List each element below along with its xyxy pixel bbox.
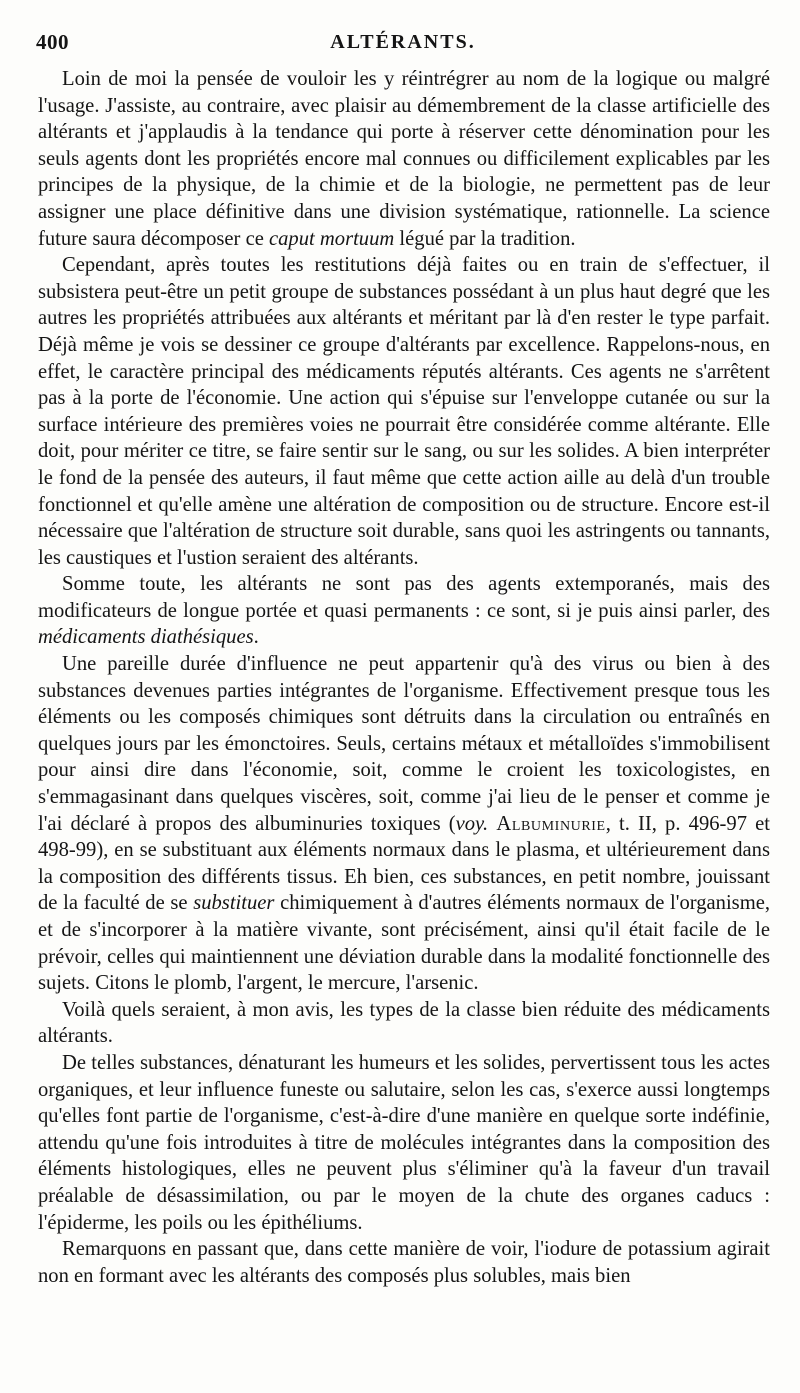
paragraph <box>38 997 770 1050</box>
italic-text: voy. <box>455 812 489 835</box>
text-run: De telles substances, dénaturant les humeurs et les solides, pervertissent tous les actes organiques, et leur influence funeste ou salutaire, selon les cas, s'exerce aussi longtemps qu'elles font partie de l'organisme, c'est-à-dire d'une manière en quelque sorte indéfinie, attendu qu'une fois introduites à titre de molécules intégrantes dans la composition des éléments histologiques, elles ne peuvent plus s'éliminer qu'à la faveur d'un travail préalable de désassimilation, ou par le moyen de la chute des organes caducs : l'épiderme, les poils ou les épithéliums. <box>38 1051 770 1234</box>
page-number: 400 <box>36 30 69 54</box>
italic-text: caput mortuum <box>269 227 395 250</box>
italic-text: substituer <box>193 892 275 915</box>
text-run: Voilà quels seraient, à mon avis, les types de la classe bien réduite des médicaments altérants. <box>38 998 770 1048</box>
paragraph <box>38 1236 770 1289</box>
text-run: chimiquement à d'autres éléments normaux de l'organisme, et de s'incorporer à la matière vivante, sont précisément, ainsi qu'il était facile de le prévoir, celles qui maintiennent une déviation durable dans la modalité fonctionnelle des sujets. Citons le plomb, l'argent, le mercure, l'arsenic. <box>38 892 771 995</box>
paragraph <box>38 1050 770 1236</box>
text-run: Cependant, après toutes les restitutions déjà faites ou en train de s'effectuer, il subsistera peut-être un petit groupe de substances possédant à un plus haut degré que les autres les propriétés attribuées aux altérants et méritant par là d'en rester le type parfait. Déjà même je vois se dessiner ce groupe d'altérants par excellence. Rappelons-nous, en effet, le caractère principal des médicaments réputés altérants. Ces agents ne s'arrêtent pas à la porte de l'économie. Une action qui s'épuise sur l'enveloppe cutanée ou sur la surface intérieure des premières voies ne pourrait être considérée comme altérante. Elle doit, pour mériter ce titre, se faire sentir sur le sang, ou sur les solides. A bien interpréter le fond de la pensée des auteurs, il faut même que cette action aille au delà d'un trouble fonctionnel et qu'elle amène une altération de composition ou de structure. Encore est-il nécessaire que l'altération de structure soit durable, sans quoi les astringents ou tannants, les caustiques et l'ustion seraient des altérants. <box>38 254 770 569</box>
text-run: , t. II, p. 496-97 et 498-99), en se substituant aux éléments normaux dans le plasma, et ultérieurement dans la composition des différents tissus. Eh bien, ces substances, en petit nombre, jouissant de la faculté de se <box>38 812 770 915</box>
paragraph <box>38 651 770 997</box>
text-run: Somme toute, les altérants ne sont pas des agents extemporanés, mais des modificateurs de longue portée et quasi permanents : ce sont, si je puis ainsi parler, des <box>38 573 770 622</box>
text-run: Loin de moi la pensée de vouloir les y réintrégrer au nom de la logique ou malgré l'usage. J'assiste, au contraire, avec plaisir au démembrement de la classe artificielle des altérants et j'applaudis à la tendance qui porte à réserver cette dénomination pour les seuls agents dont les propriétés encore mal connues ou difficilement explicables par les principes de la physique, de la chimie et de la biologie, ne permettent pas de leur assigner une place définitive dans une division systématique, rationnelle. La science future saura décomposer ce <box>38 68 770 250</box>
body-text <box>38 66 770 1289</box>
text-run: Remarquons en passant que, dans cette manière de voir, l'iodure de potassium agirait non en formant avec les altérants des composés plus solubles, mais bien <box>38 1238 770 1287</box>
small-caps-text: Albuminurie <box>496 812 606 835</box>
paragraph <box>38 66 770 252</box>
text-run: légué par la tradition. <box>394 227 576 250</box>
italic-text: médicaments diathésiques <box>38 626 254 649</box>
text-run: . <box>253 626 259 649</box>
text-run: Une pareille durée d'influence ne peut appartenir qu'à des virus ou bien à des substances devenues parties intégrantes de l'organisme. Effectivement presque tous les éléments ou les composés chimiques sont détruits dans la circulation ou entraînés en quelques jours par les émonctoires. Seuls, certains métaux et métalloïdes s'immobilisent pour ainsi dire dans l'économie, soit, comme le croient les toxicologistes, en s'emmagasinant dans quelques viscères, soit, comme j'ai lieu de le penser et comme je l'ai déclaré à propos des albuminuries toxiques ( <box>38 653 770 835</box>
paragraph <box>38 252 770 571</box>
running-title: ALTÉRANTS. <box>330 31 476 53</box>
running-head <box>36 30 770 60</box>
paragraph <box>38 571 770 651</box>
